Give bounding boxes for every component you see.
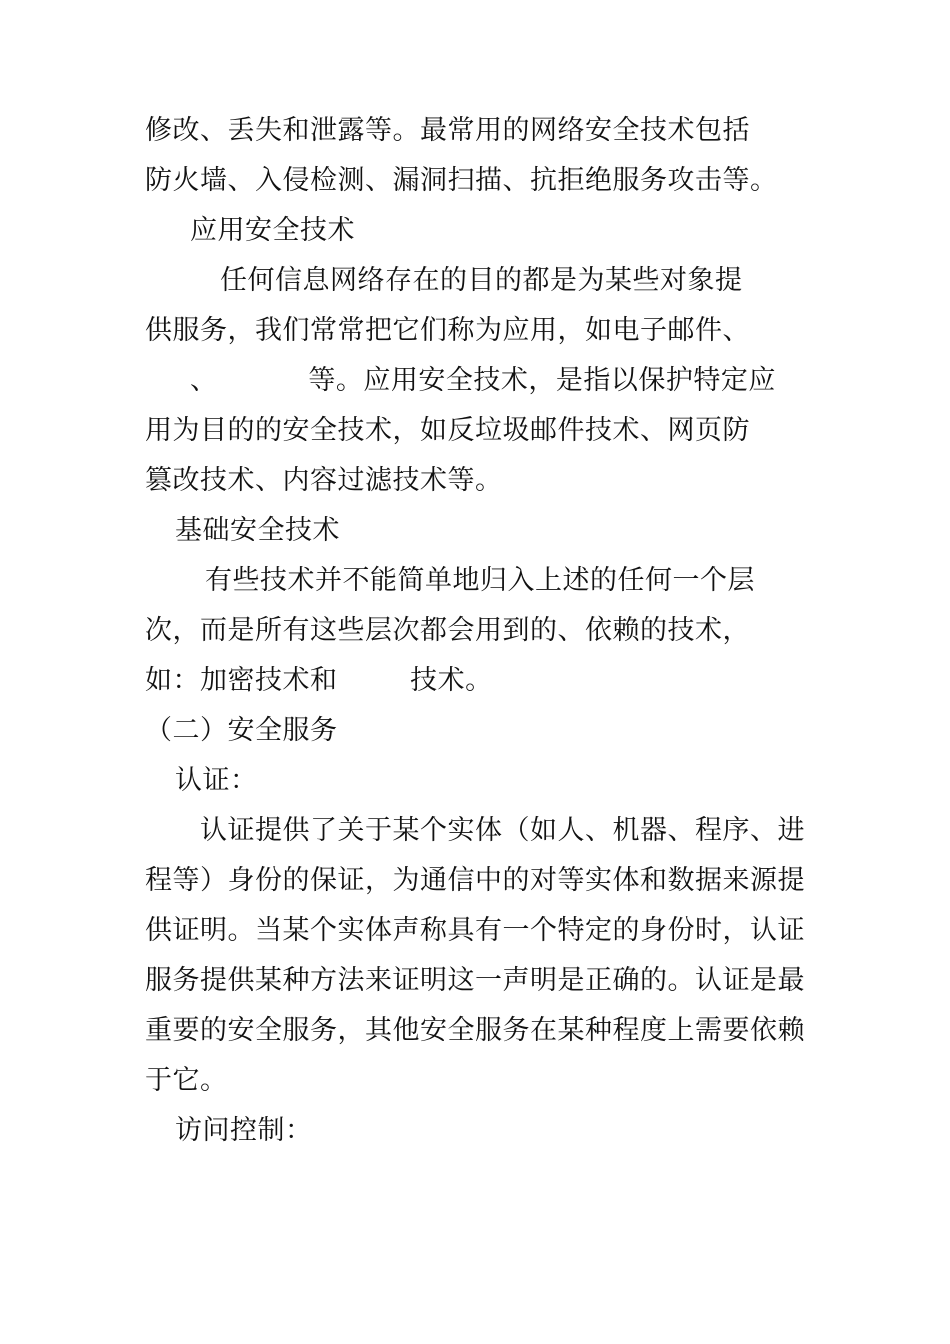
paragraph-line: 次，而是所有这些层次都会用到的、依赖的技术， xyxy=(145,615,750,646)
section-heading: 基础安全技术 xyxy=(175,515,340,546)
paragraph-line: 修改、丢失和泄露等。最常用的网络安全技术包括 xyxy=(145,115,750,146)
paragraph-line: 、 等。应用安全技术，是指以保护特定应 xyxy=(190,365,776,396)
paragraph-line: 有些技术并不能简单地归入上述的任何一个层 xyxy=(205,565,755,596)
subsection-heading: 访问控制： xyxy=(175,1115,313,1146)
paragraph-line: 篡改技术、内容过滤技术等。 xyxy=(145,465,503,496)
paragraph-line: 供证明。当某个实体声称具有一个特定的身份时，认证 xyxy=(145,915,805,946)
paragraph-line: 防火墙、入侵检测、漏洞扫描、抗拒绝服务攻击等。 xyxy=(145,165,778,196)
paragraph-line: 供服务，我们常常把它们称为应用，如电子邮件、 xyxy=(145,315,750,346)
section-heading: （二）安全服务 xyxy=(145,715,338,746)
paragraph-line: 程等）身份的保证，为通信中的对等实体和数据来源提 xyxy=(145,865,805,896)
paragraph-line: 服务提供某种方法来证明这一声明是正确的。认证是最 xyxy=(145,965,805,996)
section-heading: 应用安全技术 xyxy=(190,215,355,246)
paragraph-line: 于它。 xyxy=(145,1065,228,1096)
paragraph-line: 任何信息网络存在的目的都是为某些对象提 xyxy=(220,265,743,296)
paragraph-line: 重要的安全服务，其他安全服务在某种程度上需要依赖 xyxy=(145,1015,805,1046)
paragraph-line: 用为目的的安全技术，如反垃圾邮件技术、网页防 xyxy=(145,415,750,446)
subsection-heading: 认证： xyxy=(175,765,258,796)
paragraph-line: 如：加密技术和 技术。 xyxy=(145,665,493,696)
paragraph-line: 认证提供了关于某个实体（如人、机器、程序、进 xyxy=(200,815,805,846)
